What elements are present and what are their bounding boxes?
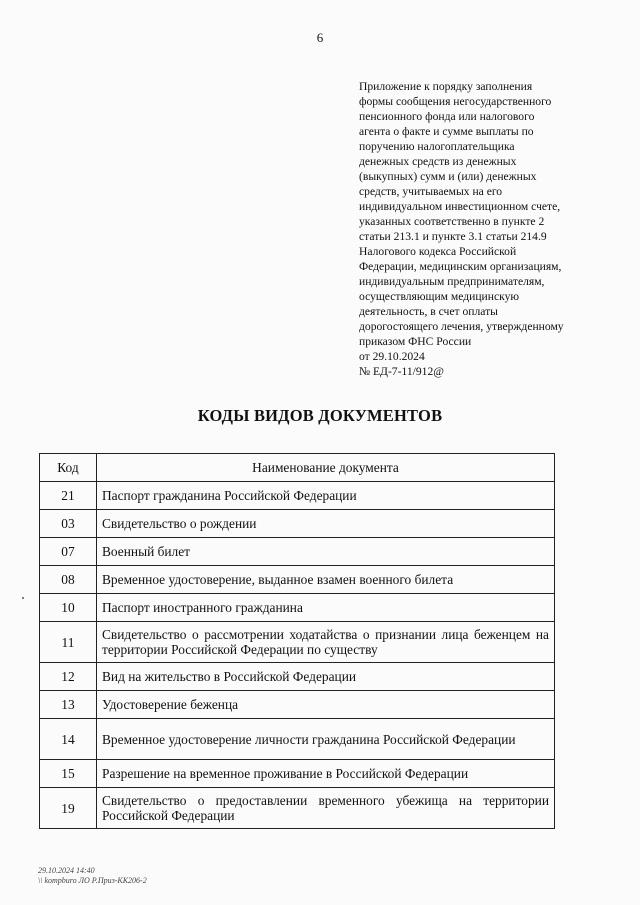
appendix-line: агента о факте и сумме выплаты по: [359, 125, 534, 138]
cell-code: 07: [40, 538, 97, 566]
cell-code: 10: [40, 594, 97, 622]
appendix-line: Налогового кодекса Российской: [359, 245, 517, 258]
cell-name: Вид на жительство в Российской Федерации: [97, 663, 555, 691]
cell-name: Военный билет: [97, 538, 555, 566]
table-row: [40, 663, 555, 691]
table-row: [40, 760, 555, 788]
cell-code: 21: [40, 482, 97, 510]
cell-name: Разрешение на временное проживание в Российской Федерации: [97, 760, 555, 788]
header-code: Код: [40, 454, 97, 482]
appendix-line: индивидуальным предпринимателям,: [359, 275, 545, 288]
appendix-line: № ЕД-7-11/912@: [359, 365, 444, 378]
appendix-line: Федерации, медицинским организациям,: [359, 260, 562, 273]
appendix-line: формы сообщения негосударственного: [359, 95, 552, 108]
table-row: [40, 691, 555, 719]
table-row: [40, 566, 555, 594]
cell-code: 03: [40, 510, 97, 538]
cell-name: Свидетельство о рождении: [97, 510, 555, 538]
appendix-line: индивидуальном инвестиционном счете,: [359, 200, 561, 213]
footer-path: \\ kompburo ЛО Р.Приз-КК206-2: [38, 876, 147, 885]
table-row: [40, 510, 555, 538]
header-name: Наименование документа: [97, 454, 555, 482]
table-row: [40, 482, 555, 510]
scan-speck: [22, 597, 24, 599]
appendix-line: дорогостоящего лечения, утвержденному: [359, 320, 564, 333]
table-row: [40, 622, 555, 663]
table-row: [40, 538, 555, 566]
cell-code: 11: [40, 622, 97, 663]
cell-name: Временное удостоверение личности гражданина Российской Федерации: [97, 719, 555, 760]
cell-name: Свидетельство о рассмотрении ходатайства о признании лица беженцем на территории Российской Федерации по существу: [97, 622, 555, 663]
appendix-line: приказом ФНС России: [359, 335, 472, 348]
cell-code: 13: [40, 691, 97, 719]
cell-name: Временное удостоверение, выданное взамен военного билета: [97, 566, 555, 594]
table-row: [40, 788, 555, 829]
cell-code: 08: [40, 566, 97, 594]
footer-datetime: 29.10.2024 14:40: [38, 866, 95, 875]
appendix-line: от 29.10.2024: [359, 350, 425, 363]
appendix-line: статьи 213.1 и пункте 3.1 статьи 214.9: [359, 230, 547, 243]
document-title: КОДЫ ВИДОВ ДОКУМЕНТОВ: [197, 406, 443, 425]
cell-code: 15: [40, 760, 97, 788]
cell-name: Удостоверение беженца: [97, 691, 555, 719]
table-header-row: [40, 454, 555, 482]
appendix-line: денежных средств из денежных: [359, 155, 517, 168]
appendix-line: (выкупных) сумм и (или) денежных: [359, 170, 537, 183]
appendix-line: средств, учитываемых на его: [359, 185, 503, 198]
cell-name: Паспорт гражданина Российской Федерации: [97, 482, 555, 510]
appendix-line: поручению налогоплательщика: [359, 140, 515, 153]
appendix-line: осуществляющим медицинскую: [359, 290, 520, 303]
appendix-line: Приложение к порядку заполнения: [359, 80, 533, 93]
appendix-line: деятельность, в счет оплаты: [359, 305, 498, 318]
footer-stamp: [38, 866, 147, 886]
cell-code: 12: [40, 663, 97, 691]
appendix-line: указанных соответственно в пункте 2: [359, 215, 545, 228]
table-row: [40, 594, 555, 622]
page-number: 6: [316, 30, 324, 45]
appendix-block: [359, 79, 599, 379]
appendix-line: пенсионного фонда или налогового: [359, 110, 535, 123]
table-row: [40, 719, 555, 760]
cell-name: Паспорт иностранного гражданина: [97, 594, 555, 622]
document-codes-table: [39, 453, 555, 829]
cell-name: Свидетельство о предоставлении временного убежища на территории Российской Федерации: [97, 788, 555, 829]
cell-code: 14: [40, 719, 97, 760]
cell-code: 19: [40, 788, 97, 829]
